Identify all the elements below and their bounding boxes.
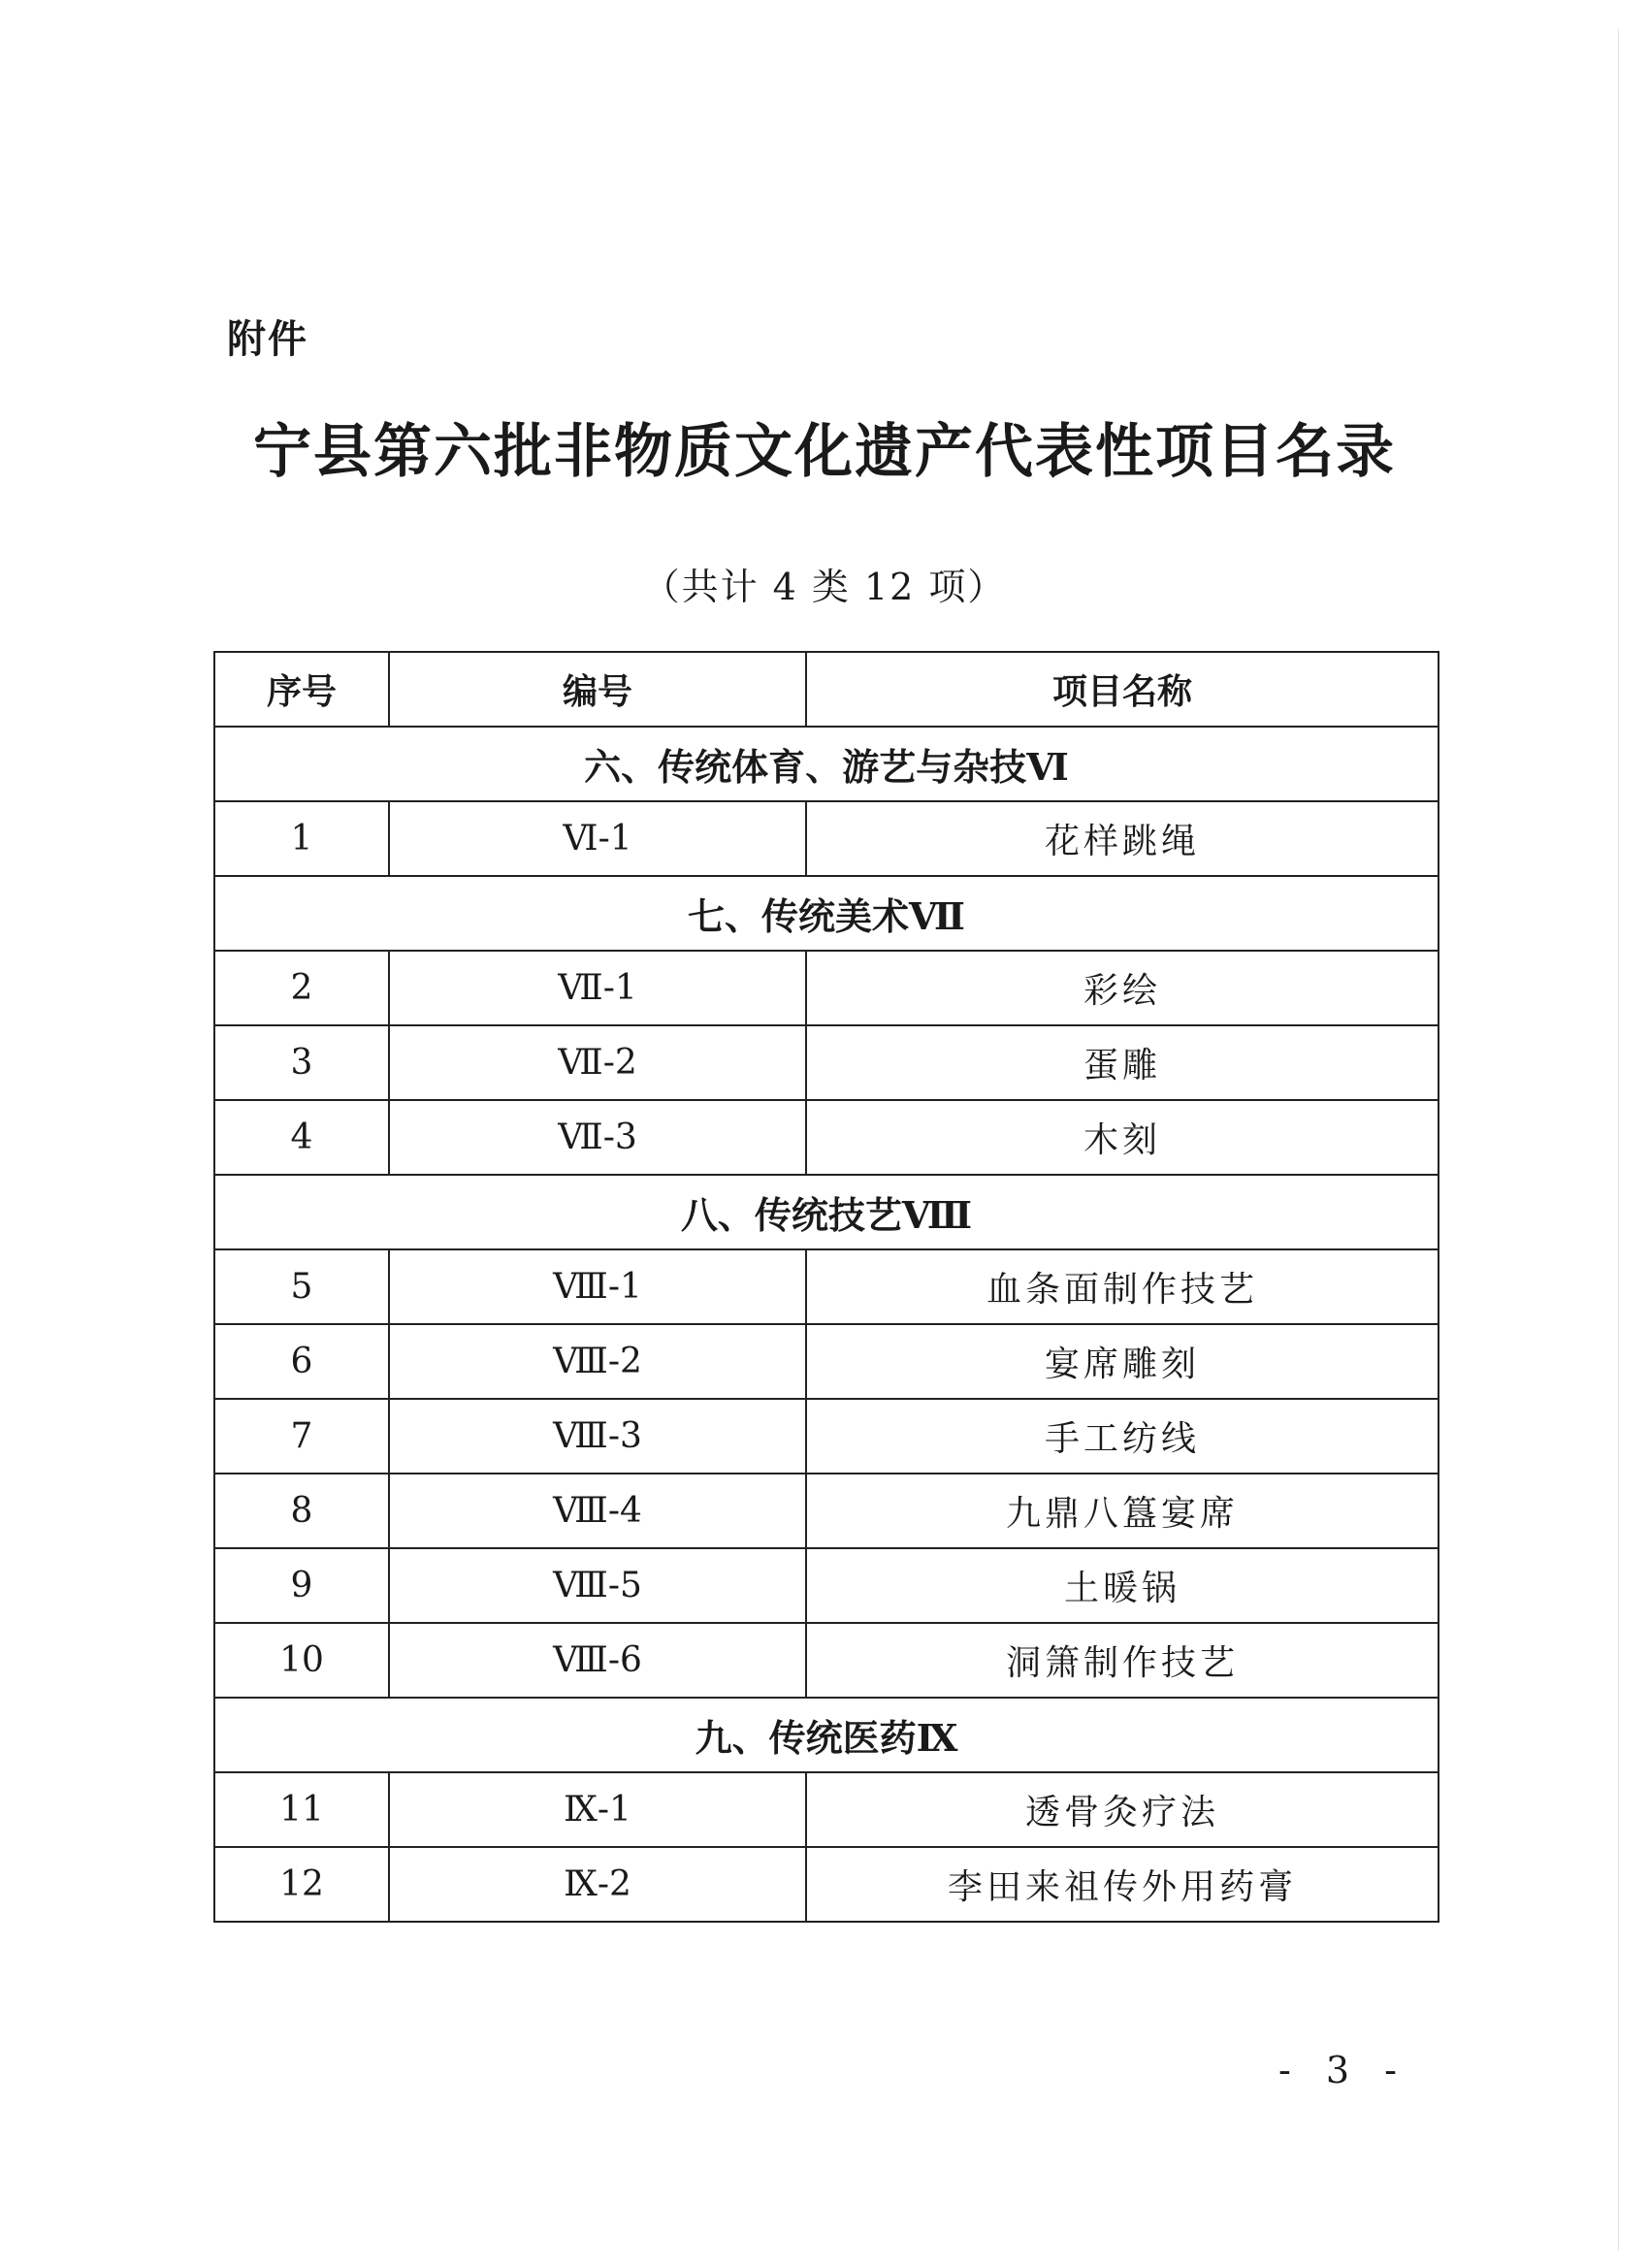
project-name-cell: 土暖锅 <box>806 1548 1439 1623</box>
project-name-cell: 手工纺线 <box>806 1399 1439 1474</box>
project-name-cell: 透骨灸疗法 <box>806 1772 1439 1847</box>
seq-cell: 2 <box>214 951 389 1025</box>
header-seq: 序号 <box>214 652 389 727</box>
code-cell: Ⅷ-1 <box>389 1249 806 1324</box>
heritage-project-table <box>213 651 1439 1923</box>
seq-cell: 9 <box>214 1548 389 1623</box>
category-name: 九、传统医药Ⅸ <box>214 1698 1439 1772</box>
code-cell: Ⅵ-1 <box>389 801 806 876</box>
header-project-name: 项目名称 <box>806 652 1439 727</box>
code-cell: Ⅸ-2 <box>389 1847 806 1922</box>
category-row <box>214 876 1439 951</box>
seq-cell: 12 <box>214 1847 389 1922</box>
seq-cell: 11 <box>214 1772 389 1847</box>
table-header-row <box>214 652 1439 727</box>
category-row <box>214 1175 1439 1249</box>
table-row <box>214 1474 1439 1548</box>
table-row <box>214 1100 1439 1175</box>
seq-cell: 1 <box>214 801 389 876</box>
table-row <box>214 1548 1439 1623</box>
category-name: 八、传统技艺Ⅷ <box>214 1175 1439 1249</box>
table-row <box>214 1623 1439 1698</box>
attachment-label: 附件 <box>227 317 308 362</box>
category-row <box>214 1698 1439 1772</box>
page-number: - 3 - <box>1278 2049 1409 2091</box>
project-name-cell: 彩绘 <box>806 951 1439 1025</box>
table-row <box>214 1324 1439 1399</box>
table-row <box>214 1399 1439 1474</box>
project-name-cell: 洞箫制作技艺 <box>806 1623 1439 1698</box>
category-name: 六、传统体育、游艺与杂技Ⅵ <box>214 727 1439 801</box>
category-name: 七、传统美术Ⅶ <box>214 876 1439 951</box>
seq-cell: 10 <box>214 1623 389 1698</box>
seq-cell: 3 <box>214 1025 389 1100</box>
seq-cell: 8 <box>214 1474 389 1548</box>
project-name-cell: 李田来祖传外用药膏 <box>806 1847 1439 1922</box>
table-row <box>214 1772 1439 1847</box>
document-title: 宁县第六批非物质文化遗产代表性项目名录 <box>253 418 1396 486</box>
seq-cell: 5 <box>214 1249 389 1324</box>
category-row <box>214 727 1439 801</box>
project-name-cell: 花样跳绳 <box>806 801 1439 876</box>
code-cell: Ⅷ-5 <box>389 1548 806 1623</box>
code-cell: Ⅷ-6 <box>389 1623 806 1698</box>
code-cell: Ⅷ-2 <box>389 1324 806 1399</box>
code-cell: Ⅷ-4 <box>389 1474 806 1548</box>
code-cell: Ⅷ-3 <box>389 1399 806 1474</box>
project-name-cell: 宴席雕刻 <box>806 1324 1439 1399</box>
project-name-cell: 九鼎八簋宴席 <box>806 1474 1439 1548</box>
project-name-cell: 血条面制作技艺 <box>806 1249 1439 1324</box>
project-name-cell: 蛋雕 <box>806 1025 1439 1100</box>
document-subtitle: （共计 4 类 12 项） <box>642 566 1007 608</box>
seq-cell: 7 <box>214 1399 389 1474</box>
header-code: 编号 <box>389 652 806 727</box>
table-row <box>214 1249 1439 1324</box>
project-name-cell: 木刻 <box>806 1100 1439 1175</box>
table-row <box>214 1847 1439 1922</box>
code-cell: Ⅶ-1 <box>389 951 806 1025</box>
table-row <box>214 801 1439 876</box>
code-cell: Ⅶ-3 <box>389 1100 806 1175</box>
seq-cell: 4 <box>214 1100 389 1175</box>
table-row <box>214 1025 1439 1100</box>
table-row <box>214 951 1439 1025</box>
seq-cell: 6 <box>214 1324 389 1399</box>
code-cell: Ⅸ-1 <box>389 1772 806 1847</box>
scan-edge-line <box>1618 29 1619 2251</box>
code-cell: Ⅶ-2 <box>389 1025 806 1100</box>
